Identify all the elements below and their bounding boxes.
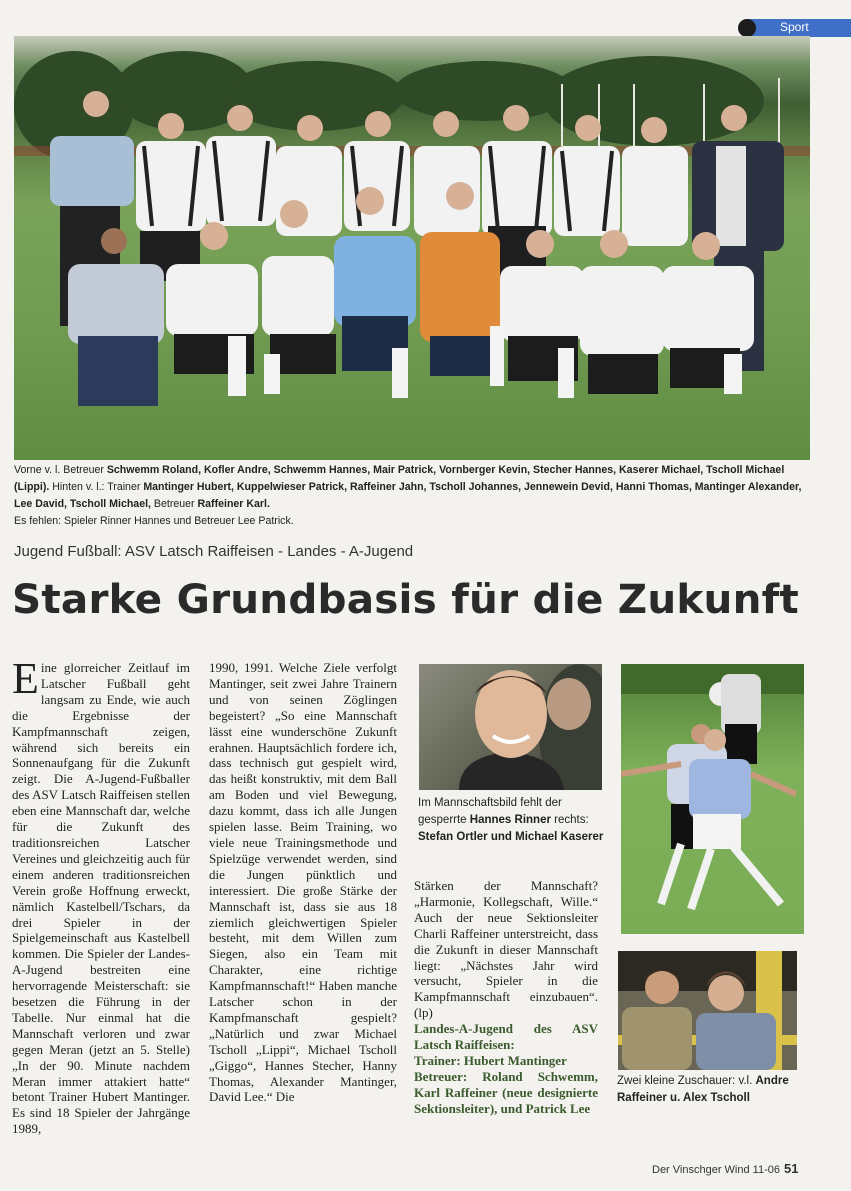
page-number: 51 bbox=[784, 1161, 799, 1176]
portrait-photo bbox=[419, 664, 602, 790]
article-column-3 bbox=[414, 878, 598, 1117]
spectators-caption bbox=[617, 1073, 807, 1107]
article-headline: Starke Grundbasis für die Zukunft bbox=[12, 575, 799, 623]
info-trainer: Trainer: Hubert Mantinger bbox=[414, 1052, 567, 1068]
page-footer bbox=[652, 1161, 798, 1176]
caption-names-front: Schwemm Roland, Kofler Andre, Schwemm Hannes, Mair Patrick, Vornberger Kevin, Stecher Hannes, Kaserer Michael, Tscholl Michael (Lippi). bbox=[14, 464, 785, 493]
section-label: Sport bbox=[780, 20, 809, 34]
article-kicker: Jugend Fußball: ASV Latsch Raiffeisen - Landes - A-Jugend bbox=[14, 543, 414, 560]
caption-missing: Es fehlen: Spieler Rinner Hannes und Betreuer Lee Patrick. bbox=[14, 515, 294, 527]
publication-name: Der Vinschger Wind 11-06 bbox=[652, 1164, 780, 1176]
caption-lead-betreuer: Betreuer bbox=[150, 498, 198, 510]
spectators-caption-text: Zwei kleine Zuschauer: v.l. bbox=[617, 1075, 756, 1087]
portrait-caption bbox=[418, 795, 604, 846]
info-team: Landes-A-Jugend des ASV Latsch Raiffeisen: bbox=[414, 1021, 598, 1053]
section-tab-dot bbox=[738, 19, 756, 37]
caption-lead-front: Vorne v. l. Betreuer bbox=[14, 464, 107, 476]
portrait-caption-names: Stefan Ortler und Michael Kaserer bbox=[418, 831, 604, 843]
portrait-caption-text: Im Mannschaftsbild fehlt der gesperrte bbox=[418, 797, 562, 826]
caption-names-betreuer: Raffeiner Karl. bbox=[197, 498, 270, 510]
team-photo-caption bbox=[14, 462, 814, 530]
team-photo bbox=[14, 36, 810, 460]
spectators-caption-names: Andre Raffeiner u. Alex Tscholl bbox=[617, 1075, 789, 1104]
action-photo bbox=[621, 664, 804, 934]
column-3-text: Stärken der Mannschaft? „Harmonie, Kollegschaft, Wille.“ Auch der neue Sektionsleiter Charli Raffeiner unterstreicht, dass die Zukunft in dieser Mannschaft liegt: „Nächstes Jahr wird versucht, Spieler in die Kampfmannschaft einzubauen“. (lp) bbox=[414, 878, 598, 1021]
column-1-text: ine glorreicher Zeitlauf im Latscher Fußball geht langsam zu Ende, wie auch die Ergebnisse der Kampfmannschaft zeigen, während sich bereits ein Sonnenaufgang für die Zukunft zeigt. Die A-Jugend-Fußballer des ASV Latsch Raiffeisen stellen eben eine Mannschaft dar, welche für die Zukunft des traditionsreichen Latscher Vereines und gleichzeitig auch für einem anderen traditionsreichen Verein große Hoffnung erweckt, nämlich Kastelbell/Tschars, da drei Spieler in der Spielgemeinschaft aus Kastelbell kommen. Die Spieler der Landes-A-Jugend bestreiten eine hervorragende Meisterschaft: sie besetzen die Führung in der Tabelle. Nur einmal hat die Mannschaft verloren und zwar gegen Meran (jetzt an 5. Stelle) „In der 90. Minute nachdem Meran immer attakiert hatte“ betont Trainer Hubert Mantinger. Es sind 18 Spieler der Jahrgänge 1989, bbox=[12, 660, 190, 1137]
spectators-photo bbox=[618, 951, 797, 1070]
portrait-caption-name: Hannes Rinner bbox=[469, 814, 551, 826]
caption-names-back: Mantinger Hubert, Kuppelwieser Patrick, Raffeiner Jahn, Tscholl Johannes, Jennewein Devid, Hanni Thomas, Mantinger Alexander, Lee David, Tscholl Michael, bbox=[14, 481, 802, 510]
article-column-2: 1990, 1991. Welche Ziele verfolgt Mantinger, seit zwei Jahre Trainern und von seinen Zöglingen begeistert? „So eine Mannschaft lässt eine wunderschöne Zukunft erahnen. Hauptsächlich fordere ich, dass technisch gut gespielt wird, das heißt konstruktiv, mit dem Ball am Boden und viel Bewegung, dazu kommt, dass ich alle Jungen spielen lasse. Beim Training, wo viele neue Trainingsmethode und Spielzüge verwendet werden, sind die Jungen pünktlich und interessiert. Die große Stärke der Mannschaft ist, dass sie aus 18 ziemlich gleichwertigen Spieler besteht, mit dem Willen zum Siegen, also ein Team mit Charakter, eine richtige Kampfmannschaft!“ Haben manche Latscher schon in der Kampfmanschaft gespielt? „Natürlich und zwar Michael Tscholl „Lippi“, Michael Tscholl „Giggo“, Hannes Stecher, Hanny Thomas, Alexander Mantinger, David Lee.“ Die bbox=[209, 660, 397, 1105]
portrait-caption-text-2: rechts: bbox=[550, 814, 589, 826]
article-column-1 bbox=[12, 654, 190, 1137]
info-betreuer: Betreuer: Roland Schwemm, Karl Raffeiner (neue designierte Sektionsleiter), und Patrick Lee bbox=[414, 1068, 598, 1116]
drop-cap: E bbox=[12, 654, 39, 703]
caption-lead-back: Hinten v. l.: Trainer bbox=[49, 481, 144, 493]
